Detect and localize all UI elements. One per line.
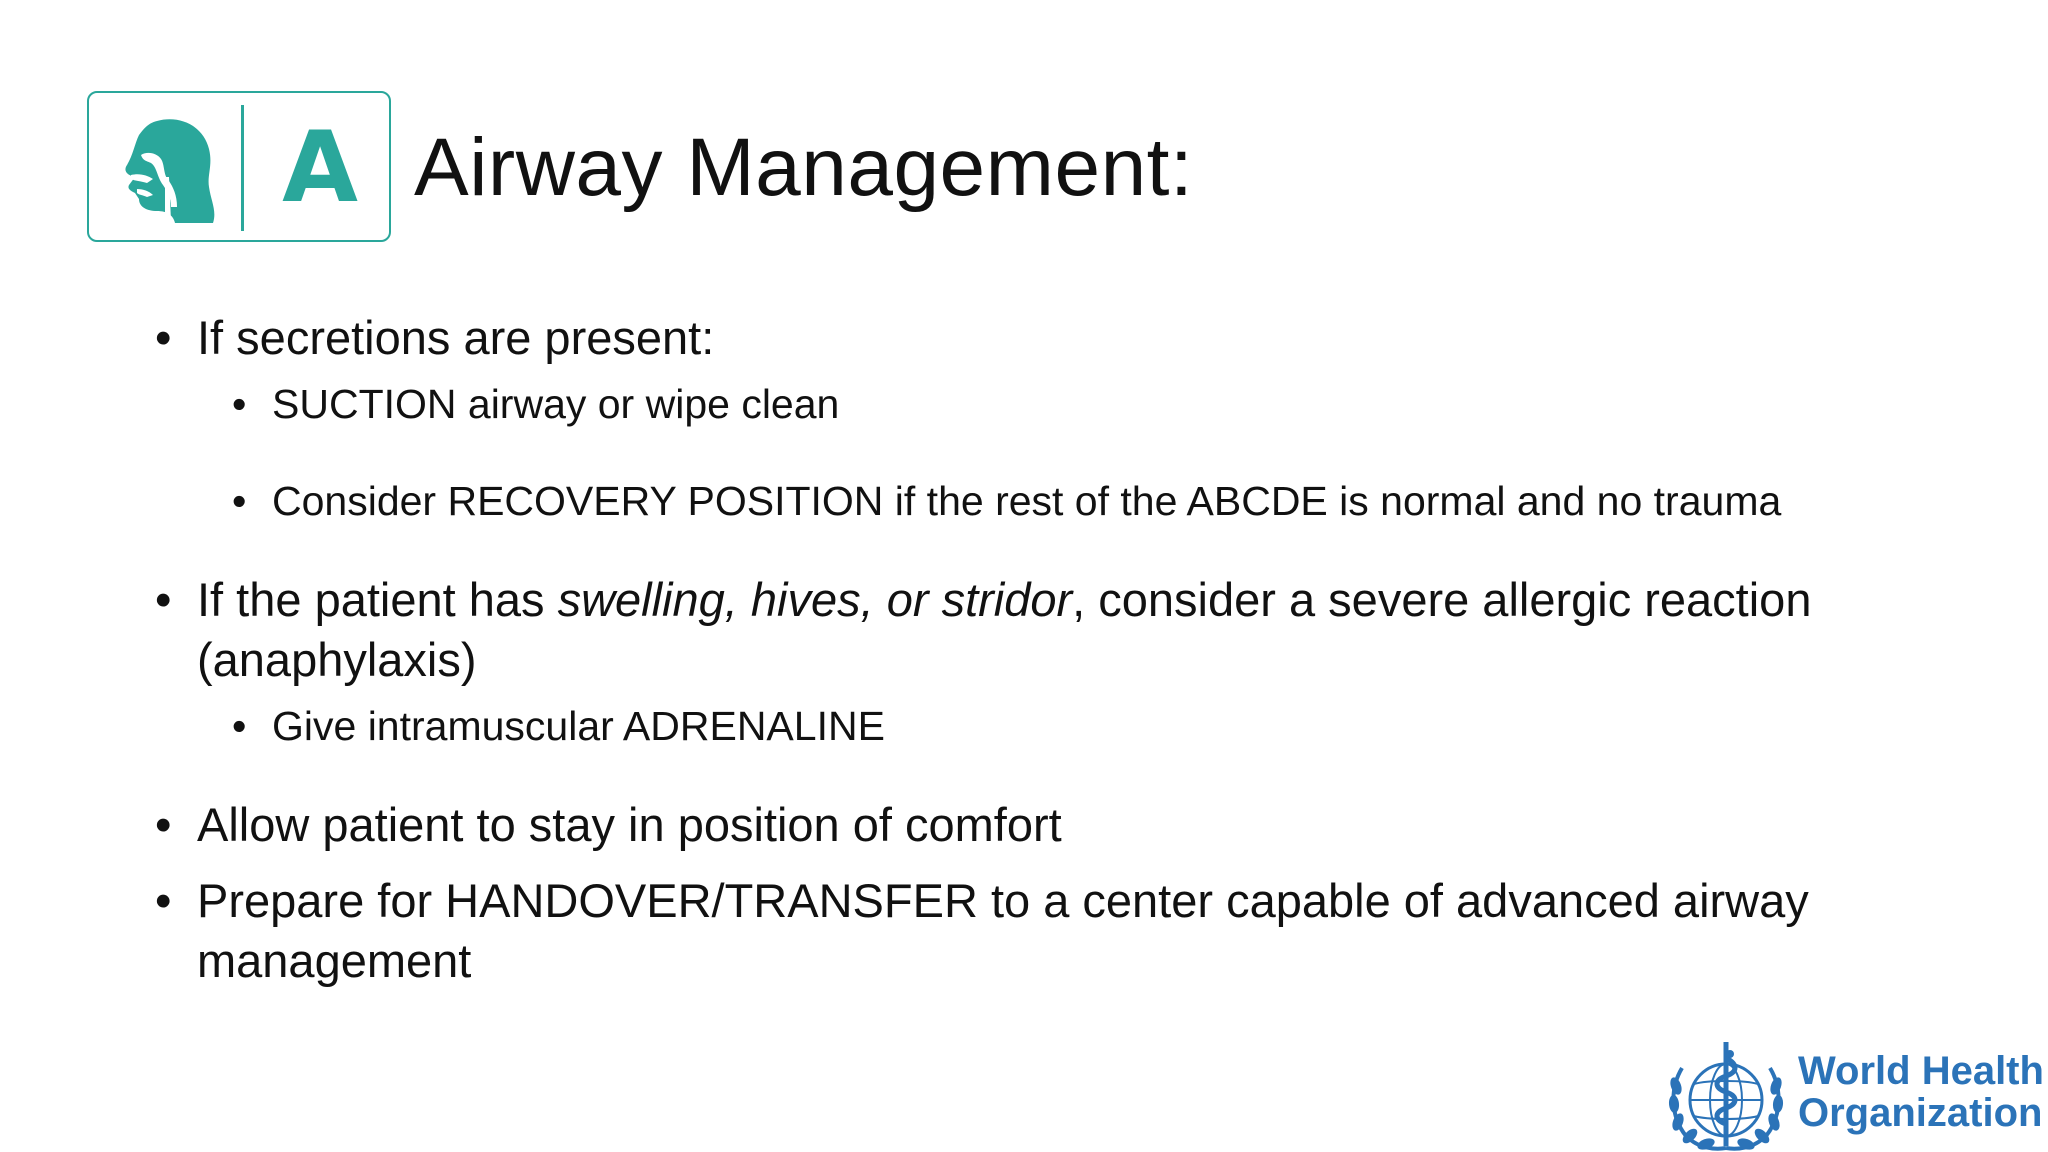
- bullet-dot: •: [232, 381, 247, 427]
- bullet-list: [155, 308, 1955, 991]
- who-logo-line1: World Health: [1798, 1049, 2044, 1093]
- sub-bullet-adrenaline: [232, 698, 1955, 754]
- bullet-text-before: If the patient has: [197, 573, 558, 626]
- bullet-secretions: [155, 308, 1955, 368]
- airway-letter-a: A: [282, 111, 358, 225]
- who-logo: [1664, 1038, 2044, 1152]
- sub-bullet-text: SUCTION airway or wipe clean: [272, 381, 840, 427]
- slide-title: Airway Management:: [414, 122, 1194, 213]
- bullet-text-italic: swelling, hives, or stridor: [557, 573, 1073, 626]
- bullet-dot: •: [155, 573, 172, 626]
- bullet-position-of-comfort: [155, 795, 1955, 855]
- bullet-text: If secretions are present:: [197, 311, 715, 364]
- airway-icon-box: [87, 91, 391, 242]
- bullet-text: Prepare for HANDOVER/TRANSFER to a center capable of advanced airway management: [197, 874, 1809, 987]
- who-logo-text: [1798, 1050, 2044, 1134]
- bullet-dot: •: [155, 874, 172, 927]
- airway-head-icon: [117, 115, 217, 225]
- bullet-dot: •: [232, 478, 247, 524]
- bullet-text-after: , consider a severe allergic reaction (anaphylaxis): [197, 573, 1812, 686]
- bullet-handover-transfer: [155, 871, 1955, 991]
- who-logo-line2: Organization: [1798, 1091, 2043, 1135]
- sub-bullet-recovery-position: [232, 473, 1955, 529]
- sub-bullet-text: Give intramuscular ADRENALINE: [272, 703, 885, 749]
- icon-divider: [241, 105, 244, 231]
- bullet-dot: •: [232, 703, 247, 749]
- bullet-dot: •: [155, 311, 172, 364]
- who-emblem-icon: [1664, 1038, 1788, 1152]
- bullet-text: Allow patient to stay in position of comfort: [197, 798, 1062, 851]
- bullet-dot: •: [155, 798, 172, 851]
- bullet-anaphylaxis: [155, 570, 1955, 690]
- sub-bullet-text: Consider RECOVERY POSITION if the rest of the ABCDE is normal and no trauma: [272, 478, 1782, 524]
- sub-bullet-suction: [232, 376, 1955, 432]
